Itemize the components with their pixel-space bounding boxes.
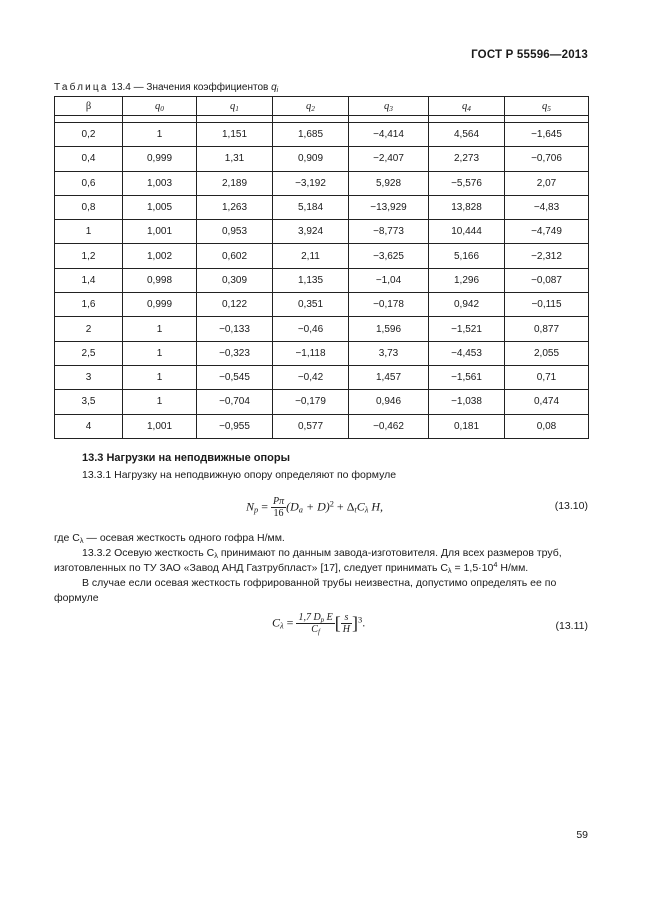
table-cell: −1,561 xyxy=(429,365,505,389)
column-header-2: $q_1$ xyxy=(197,97,273,116)
formula2-num xyxy=(296,612,334,624)
table-cell: −1,04 xyxy=(349,268,429,292)
table-cell: 1,263 xyxy=(197,195,273,219)
table-cell: −0,178 xyxy=(349,293,429,317)
table-caption-sub: i xyxy=(276,87,279,94)
table-cell: −0,115 xyxy=(505,293,589,317)
table-cell: 1,002 xyxy=(123,244,197,268)
table-body xyxy=(55,116,589,439)
table-cell: 0,6 xyxy=(55,171,123,195)
table-cell: 1,596 xyxy=(349,317,429,341)
table-cell: 1 xyxy=(123,341,197,365)
table-cell: 1,2 xyxy=(55,244,123,268)
table-row xyxy=(55,317,589,341)
gap-cell xyxy=(123,116,197,123)
formula1-den: 16 xyxy=(273,508,284,519)
table-cell: 0,4 xyxy=(55,147,123,171)
column-header-4: $q_3$ xyxy=(349,97,429,116)
table-cell: −0,179 xyxy=(273,390,349,414)
paragraph-where xyxy=(54,531,588,546)
gap-cell xyxy=(429,116,505,123)
table-cell: 5,928 xyxy=(349,171,429,195)
formula2-eq: = xyxy=(283,615,297,630)
formula1-body2: + D) xyxy=(302,499,330,514)
table-caption xyxy=(54,82,278,93)
formula2-lhs-sub: λ xyxy=(280,621,284,631)
table-cell: 2,11 xyxy=(273,244,349,268)
table-row xyxy=(55,195,589,219)
table-cell: 0,909 xyxy=(273,147,349,171)
table-cell: 1,003 xyxy=(123,171,197,195)
formula2-den-a: C xyxy=(311,624,318,635)
table-cell: 1,001 xyxy=(123,220,197,244)
table-row xyxy=(55,268,589,292)
table-cell: 0,602 xyxy=(197,244,273,268)
table-cell: −0,46 xyxy=(273,317,349,341)
table-cell: 2,273 xyxy=(429,147,505,171)
table-cell: 0,71 xyxy=(505,365,589,389)
table-cell: 0,998 xyxy=(123,268,197,292)
column-header-1: $q_0$ xyxy=(123,97,197,116)
formula1-body-sub: a xyxy=(298,505,303,515)
table-cell: 4,564 xyxy=(429,123,505,147)
table-cell: 1 xyxy=(123,123,197,147)
table-header-row xyxy=(55,97,589,116)
column-header-6: $q_5$ xyxy=(505,97,589,116)
table-cell: 1,151 xyxy=(197,123,273,147)
table-cell: −0,706 xyxy=(505,147,589,171)
table-cell: −1,521 xyxy=(429,317,505,341)
table-cell: 10,444 xyxy=(429,220,505,244)
formula2-inner-den: H xyxy=(342,624,351,635)
table-cell: −0,462 xyxy=(349,414,429,438)
column-header-5: $q_4$ xyxy=(429,97,505,116)
formula2-num-a: 1,7 D xyxy=(298,612,321,623)
equation-number-13-11: (13.11) xyxy=(555,620,588,632)
table-cell: 0,8 xyxy=(55,195,123,219)
table-cell: 0,999 xyxy=(123,293,197,317)
table-row xyxy=(55,390,589,414)
section-heading: 13.3 Нагрузки на неподвижные опоры xyxy=(82,452,290,464)
table-cell: 3 xyxy=(55,365,123,389)
formula2-num-sub: р xyxy=(320,616,325,624)
table-cell: 5,166 xyxy=(429,244,505,268)
table-cell: 1,6 xyxy=(55,293,123,317)
formula2-inner-num: s xyxy=(341,612,352,624)
table-row xyxy=(55,365,589,389)
column-header-0: β xyxy=(55,97,123,116)
table-cell: 0,946 xyxy=(349,390,429,414)
p2-a: где C xyxy=(54,532,80,544)
formula-13-11 xyxy=(272,612,365,635)
table-cell: −0,133 xyxy=(197,317,273,341)
formula1-body: (D xyxy=(286,499,299,514)
table-cell: −0,42 xyxy=(273,365,349,389)
table-row xyxy=(55,293,589,317)
table-row xyxy=(55,341,589,365)
paragraph-13-3-1: 13.3.1 Нагрузку на неподвижную опору определяют по формуле xyxy=(82,469,397,481)
table-cell: −4,749 xyxy=(505,220,589,244)
table-cell: 1,296 xyxy=(429,268,505,292)
formula1-tail3: H, xyxy=(368,499,384,514)
table-cell: 4 xyxy=(55,414,123,438)
formula1-tail: + Δ xyxy=(333,499,355,514)
gap-cell xyxy=(55,116,123,123)
table-cell: 0,08 xyxy=(505,414,589,438)
table-cell: 1 xyxy=(123,390,197,414)
gap-cell xyxy=(197,116,273,123)
p3-sub: λ xyxy=(214,551,218,560)
table-cell: −2,312 xyxy=(505,244,589,268)
p3-c: = 1,5·10 xyxy=(451,562,494,574)
table-caption-prefix: Таблица xyxy=(54,82,109,93)
formula1-tail2-sub: λ xyxy=(364,505,369,515)
table-cell: −2,407 xyxy=(349,147,429,171)
p3-sup: 4 xyxy=(493,560,498,569)
table-cell: 2 xyxy=(55,317,123,341)
formula2-bracket-right: ] xyxy=(352,613,359,633)
table-cell: 0,999 xyxy=(123,147,197,171)
table-cell: 0,122 xyxy=(197,293,273,317)
table-cell: 0,953 xyxy=(197,220,273,244)
table-caption-symbol: q xyxy=(271,82,277,93)
table-row xyxy=(55,244,589,268)
table-gap-row xyxy=(55,116,589,123)
table-cell: 2,5 xyxy=(55,341,123,365)
table-row xyxy=(55,414,589,438)
formula1-num: Pπ xyxy=(272,496,285,507)
table-cell: −0,087 xyxy=(505,268,589,292)
table-cell: 0,309 xyxy=(197,268,273,292)
page-number: 59 xyxy=(576,829,588,841)
coefficients-table xyxy=(54,96,589,439)
gap-cell xyxy=(349,116,429,123)
table-cell: −13,929 xyxy=(349,195,429,219)
formula2-lhs: C xyxy=(272,615,281,630)
paragraph-unknown-stiffness: В случае если осевая жесткость гофрированной трубы неизвестна, допустимо определять ее по формуле xyxy=(54,577,557,604)
formula1-fraction xyxy=(271,496,286,519)
p2-b: — осевая жесткость одного гофра Н/мм. xyxy=(83,532,285,544)
table-cell: 0,474 xyxy=(505,390,589,414)
table-cell: 13,828 xyxy=(429,195,505,219)
formula2-den xyxy=(296,624,334,635)
formula1-lhs: N xyxy=(246,499,255,514)
table-cell: 0,942 xyxy=(429,293,505,317)
table-cell: 3,73 xyxy=(349,341,429,365)
p2-sub: λ xyxy=(79,536,84,545)
formula1-tail-sub: t xyxy=(354,505,357,515)
table-cell: 2,189 xyxy=(197,171,273,195)
table-caption-text: 13.4 — Значения коэффициентов xyxy=(108,82,272,93)
table-cell: −0,545 xyxy=(197,365,273,389)
equation-number-13-10: (13.10) xyxy=(554,500,588,512)
formula-13-10 xyxy=(246,496,383,519)
table-cell: 0,877 xyxy=(505,317,589,341)
table-cell: −1,645 xyxy=(505,123,589,147)
formula2-den-sub: f xyxy=(317,628,320,636)
table-cell: −0,323 xyxy=(197,341,273,365)
table-cell: 3,5 xyxy=(55,390,123,414)
table-cell: 0,181 xyxy=(429,414,505,438)
table-cell: 1,31 xyxy=(197,147,273,171)
formula2-tail: . xyxy=(362,615,366,630)
table-row xyxy=(55,147,589,171)
formula1-lhs-sub: р xyxy=(254,505,259,515)
table-cell: −8,773 xyxy=(349,220,429,244)
formula2-inner-fraction xyxy=(341,612,352,635)
table-cell: 0,2 xyxy=(55,123,123,147)
table-cell: 5,184 xyxy=(273,195,349,219)
column-header-3: $q_2$ xyxy=(273,97,349,116)
p3-d: Н/мм. xyxy=(497,562,529,574)
table-cell: −4,453 xyxy=(429,341,505,365)
table-cell: 1 xyxy=(55,220,123,244)
table-cell: 2,07 xyxy=(505,171,589,195)
formula2-num-b: E xyxy=(324,612,333,623)
table-cell: 1,001 xyxy=(123,414,197,438)
table-cell: −0,704 xyxy=(197,390,273,414)
table-cell: 1,4 xyxy=(55,268,123,292)
gap-cell xyxy=(273,116,349,123)
table-cell: −1,038 xyxy=(429,390,505,414)
p3-b: принимают по данным завода-изготовителя. Для всех размеров труб, изготовленных по ТУ ЗАО «Завод АНД Газтрубпласт» [17], следует принимать C xyxy=(54,547,562,574)
table-cell: 0,351 xyxy=(273,293,349,317)
table-cell: 1,457 xyxy=(349,365,429,389)
formula1-sup: 2 xyxy=(329,499,334,509)
table-cell: −5,576 xyxy=(429,171,505,195)
table-cell: 3,924 xyxy=(273,220,349,244)
table-cell: −0,955 xyxy=(197,414,273,438)
formula2-bracket-left: [ xyxy=(334,613,341,633)
table-cell: 1,005 xyxy=(123,195,197,219)
table-cell: −4,414 xyxy=(349,123,429,147)
table-cell: 2,055 xyxy=(505,341,589,365)
table-cell: −3,625 xyxy=(349,244,429,268)
table-row xyxy=(55,171,589,195)
table-row xyxy=(55,123,589,147)
paragraph-13-3-2 xyxy=(54,546,588,576)
formula1-eq: = xyxy=(258,499,271,514)
table-cell: 1,685 xyxy=(273,123,349,147)
p3-a: 13.3.2 Осевую жесткость C xyxy=(82,547,215,559)
formula2-sup: 3 xyxy=(358,615,363,625)
table-cell: 0,577 xyxy=(273,414,349,438)
table-cell: −3,192 xyxy=(273,171,349,195)
document-header: ГОСТ Р 55596—2013 xyxy=(471,49,588,61)
table-cell: −1,118 xyxy=(273,341,349,365)
formula2-fraction xyxy=(296,612,334,635)
table-row xyxy=(55,220,589,244)
formula1-tail2: C xyxy=(356,499,365,514)
gap-cell xyxy=(505,116,589,123)
table-cell: −4,83 xyxy=(505,195,589,219)
p3-sub2: λ xyxy=(447,566,452,575)
table-cell: 1 xyxy=(123,317,197,341)
table-cell: 1,135 xyxy=(273,268,349,292)
table-cell: 1 xyxy=(123,365,197,389)
